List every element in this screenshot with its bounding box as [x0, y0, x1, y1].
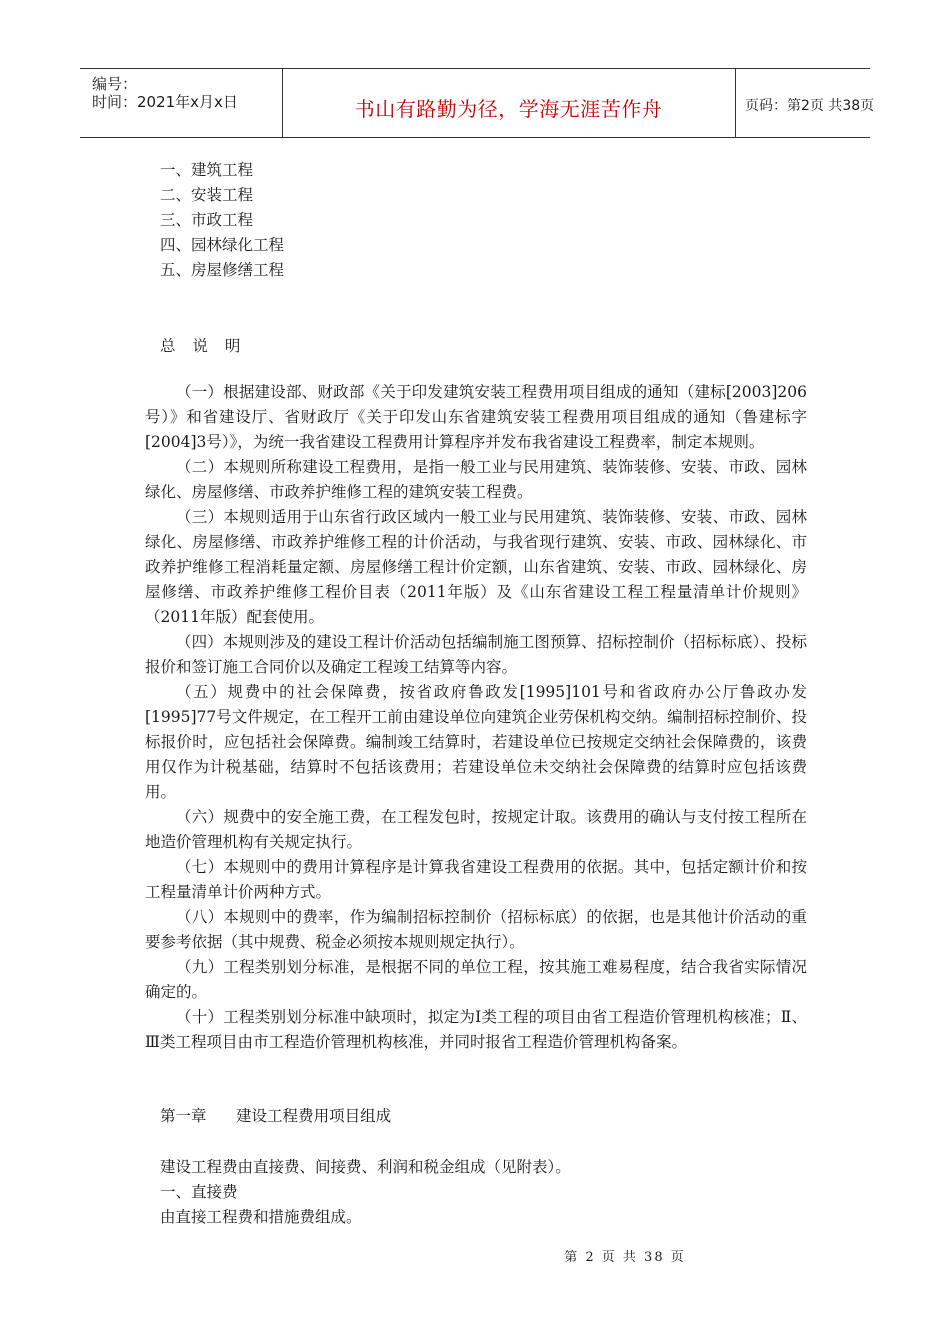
paragraph: （九）工程类别划分标准，是根据不同的单位工程，按其施工难易程度，结合我省实际情况确定的。 — [145, 958, 807, 1001]
toc-item: 五、房屋修缮工程 — [160, 261, 285, 279]
document-code-label: 编号： — [92, 75, 138, 93]
paragraph: （十）工程类别划分标准中缺项时，拟定为Ⅰ类工程的项目由省工程造价管理机构核准；Ⅱ、Ⅲ类工程项目由市工程造价管理机构核准，并同时报省工程造价管理机构备案。 — [145, 1008, 807, 1051]
paragraph: （一）根据建设部、财政部《关于印发建筑安装工程费用项目组成的通知（建标[2003]206号）》和省建设厅、省财政厅《关于印发山东省建筑安装工程费用项目组成的通知（鲁建标字[2004]3号）》，为统一我省建设工程费用计算程序并发布我省建设工程费率，制定本规则。 — [145, 383, 807, 451]
toc-item: 二、安装工程 — [160, 186, 254, 204]
paragraph: （八）本规则中的费率，作为编制招标控制价（招标标底）的依据，也是其他计价活动的重要参考依据（其中规费、税金必须按本规则规定执行）。 — [145, 908, 807, 951]
toc-item: 三、市政工程 — [160, 211, 254, 229]
table-of-contents — [160, 158, 284, 283]
section-title: 总 说 明 — [160, 337, 247, 355]
paragraph: （三）本规则适用于山东省行政区域内一般工业与民用建筑、装饰装修、安装、市政、园林绿化、房屋修缮、市政养护维修工程的计价活动，与我省现行建筑、安装、市政、园林绿化、市政养护维修工程消耗量定额、房屋修缮工程计价定额，山东省建筑、安装、市政、园林绿化、房屋修缮、市政养护维修工程价目表（2011年版）及《山东省建设工程工程量清单计价规则》（2011年版）配套使用。 — [145, 508, 807, 626]
paragraph: （六）规费中的安全施工费，在工程发包时，按规定计取。该费用的确认与支付按工程所在地造价管理机构有关规定执行。 — [145, 808, 807, 851]
content-line: 建设工程费由直接费、间接费、利润和税金组成（见附表）。 — [160, 1158, 571, 1176]
header-motto: 书山有路勤为径，学海无涯苦作舟 — [354, 97, 663, 121]
paragraph: （七）本规则中的费用计算程序是计算我省建设工程费用的依据。其中，包括定额计价和按工程量清单计价两种方式。 — [145, 858, 807, 901]
content-line: 由直接工程费和措施费组成。 — [160, 1208, 362, 1226]
chapter-title: 第一章 建设工程费用项目组成 — [160, 1107, 392, 1125]
footer-page-number: 第 2 页 共 38 页 — [564, 1250, 686, 1265]
chapter-content — [160, 1155, 571, 1230]
header-motto-cell — [282, 69, 736, 137]
paragraph: （五）规费中的社会保障费，按省政府鲁政发[1995]101号和省政府办公厅鲁政办发[1995]77号文件规定，在工程开工前由建设单位向建筑企业劳保机构交纳。编制招标控制价、投标报价时，应包括社会保障费。编制竣工结算时，若建设单位已按规定交纳社会保障费的，该费用仅作为计税基础，结算时不包括该费用；若建设单位未交纳社会保障费的结算时应包括该费用。 — [145, 683, 807, 801]
header-meta-cell — [80, 69, 283, 137]
toc-item: 一、建筑工程 — [160, 161, 254, 179]
page-footer — [0, 1246, 950, 1265]
paragraph: （四）本规则涉及的建设工程计价活动包括编制施工图预算、招标控制价（招标标底）、投标报价和签订施工合同价以及确定工程竣工结算等内容。 — [145, 633, 807, 676]
header-page-cell — [735, 69, 875, 137]
toc-item: 四、园林绿化工程 — [160, 236, 285, 254]
general-notes — [145, 380, 807, 1055]
header-page-info: 页码：第2页 共38页 — [745, 98, 875, 114]
document-time-label: 时间：2021年x月x日 — [92, 93, 238, 111]
page-header — [80, 68, 875, 138]
paragraph: （二）本规则所称建设工程费用，是指一般工业与民用建筑、装饰装修、安装、市政、园林绿化、房屋修缮、市政养护维修工程的建筑安装工程费。 — [145, 458, 807, 501]
content-line: 一、直接费 — [160, 1183, 238, 1201]
